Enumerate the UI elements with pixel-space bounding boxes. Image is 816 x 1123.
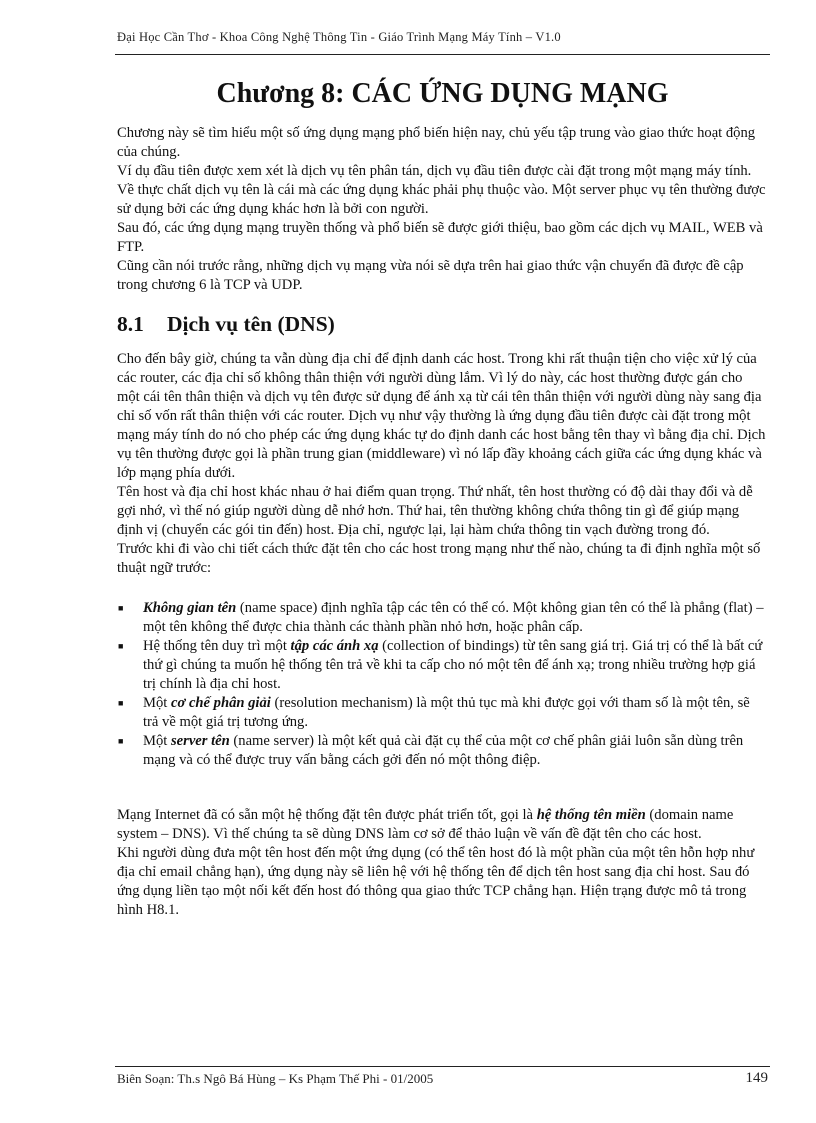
body-paragraph: Mạng Internet đã có sẵn một hệ thống đặt tên được phát triển tốt, gọi là hệ thống tên miền (domain name system – DNS). Vì thế chúng ta sẽ dùng DNS làm cơ sở để thảo luận về vấn đề đặt tên cho các host. <box>117 807 734 842</box>
terminology-list <box>117 599 767 770</box>
list-item: ■ Hệ thống tên duy trì một tập các ánh xạ (collection of bindings) từ tên sang giá trị. Giá trị có thể là bất cứ thứ gì chúng ta muốn hệ thống tên trả về khi ta cấp cho nó một tên để ánh xạ; trong nhiều trường hợp giá trị chính là địa chỉ host. <box>118 638 763 692</box>
section-title: Dịch vụ tên (DNS) <box>167 312 335 336</box>
page-footer: Biên Soạn: Th.s Ngô Bá Hùng – Ks Phạm Thế Phi - 01/2005 <box>117 1071 434 1086</box>
page-header: Đại Học Cần Thơ - Khoa Công Nghệ Thông Tin - Giáo Trình Mạng Máy Tính – V1.0 <box>117 30 561 44</box>
chapter-title: Chương 8: CÁC ỨNG DỤNG MẠNG <box>216 78 669 109</box>
chapter-intro <box>117 124 767 295</box>
term-name-space: Không gian tên <box>143 600 237 616</box>
footer-divider <box>115 1066 770 1067</box>
square-bullet-icon: ■ <box>118 641 124 651</box>
square-bullet-icon: ■ <box>118 736 124 746</box>
term-bindings: tập các ánh xạ <box>290 638 379 654</box>
list-item: ■ Một cơ chế phân giải (resolution mechanism) là một thủ tục mà khi được gọi với tham số là một tên, sẽ trả về một giá trị tương ứng. <box>118 695 750 730</box>
list-item: ■ Một server tên (name server) là một kết quả cài đặt cụ thể của một cơ chế phân giải luôn sẵn dùng trên mạng và có thể được truy vấn bằng cách gởi đến nó một thông điệp. <box>118 733 744 768</box>
term-resolution-mechanism: cơ chế phân giải <box>170 695 271 711</box>
square-bullet-icon: ■ <box>118 603 124 613</box>
list-item: ■ Không gian tên (name space) định nghĩa tập các tên có thể có. Một không gian tên có thể là phẳng (flat) – một tên không thể được chia thành các thành phần nhỏ hơn, hoặc phân cấp. <box>118 600 764 635</box>
body-paragraph: Trước khi đi vào chi tiết cách thức đặt tên cho các host trong mạng như thế nào, chúng ta đi định nghĩa một số thuật ngữ trước: <box>117 541 761 576</box>
body-paragraph: Khi người dùng đưa một tên host đến một ứng dụng (có thể tên host đó là một phần của một tên hỗn hợp như địa chỉ email chẳng hạn), ứng dụng này sẽ liên hệ với hệ thống tên để dịch tên host sang địa chỉ host. Sau đó ứng dụng liền tạo một nối kết đến host đó thông qua giao thức TCP chẳng hạn. Hiện trạng được mô tả trong hình H8.1. <box>117 845 755 918</box>
section-number: 8.1 <box>117 312 144 336</box>
section-body <box>117 350 767 770</box>
intro-paragraph: Cũng cần nói trước rằng, những dịch vụ mạng vừa nói sẽ dựa trên hai giao thức vận chuyển đã được đề cập trong chương 6 là TCP và UDP. <box>117 258 744 293</box>
section-body-continued <box>117 806 767 920</box>
square-bullet-icon: ■ <box>118 698 124 708</box>
section-heading <box>117 312 335 337</box>
body-paragraph: Tên host và địa chỉ host khác nhau ở hai điểm quan trọng. Thứ nhất, tên host thường có độ dài thay đổi và dễ gợi nhớ, vì thế nó giúp người dùng dễ nhớ hơn. Thứ hai, tên thường không chứa thông tin gì để giúp mạng định vị (chuyển các gói tin đến) host. Địa chỉ, ngược lại, lại hàm chứa thông tin vạch đường trong đó. <box>117 484 753 538</box>
body-paragraph: Cho đến bây giờ, chúng ta vẫn dùng địa chỉ để định danh các host. Trong khi rất thuận tiện cho việc xử lý của các router, các địa chỉ số không thân thiện với người dùng lắm. Vì lý do này, các host thường được gán cho một cái tên thân thiện và dịch vụ tên được sử dụng để ánh xạ từ cái tên thân thiện với người dùng này sang địa chỉ số vốn rất thân thiện với các router. Dịch vụ như vậy thường là ứng dụng đầu tiên được cài đặt trong một mạng máy tính do nó cho phép các ứng dụng khác tự do định danh các host bằng tên thay vì bằng địa chỉ. Dịch vụ tên thường được gọi là phần trung gian (middleware) vì nó lấp đầy khoảng cách giữa các ứng dụng khác và lớp mạng phía dưới. <box>117 351 766 481</box>
page-number: 149 <box>745 1070 768 1086</box>
intro-paragraph: Ví dụ đầu tiên được xem xét là dịch vụ tên phân tán, dịch vụ đầu tiên được cài đặt trong một mạng máy tính. Về thực chất dịch vụ tên là cái mà các ứng dụng khác phải phụ thuộc vào. Một server phục vụ tên thường được sử dụng bởi các ứng dụng khác hơn là bởi con người. <box>117 163 766 217</box>
term-name-server: server tên <box>170 733 230 749</box>
intro-paragraph: Sau đó, các ứng dụng mạng truyền thống và phổ biến sẽ được giới thiệu, bao gồm các dịch vụ MAIL, WEB và FTP. <box>117 220 763 255</box>
intro-paragraph: Chương này sẽ tìm hiểu một số ứng dụng mạng phổ biến hiện nay, chủ yếu tập trung vào giao thức hoạt động của chúng. <box>117 125 756 160</box>
term-dns: hệ thống tên miền <box>536 807 646 823</box>
header-divider <box>115 54 770 55</box>
